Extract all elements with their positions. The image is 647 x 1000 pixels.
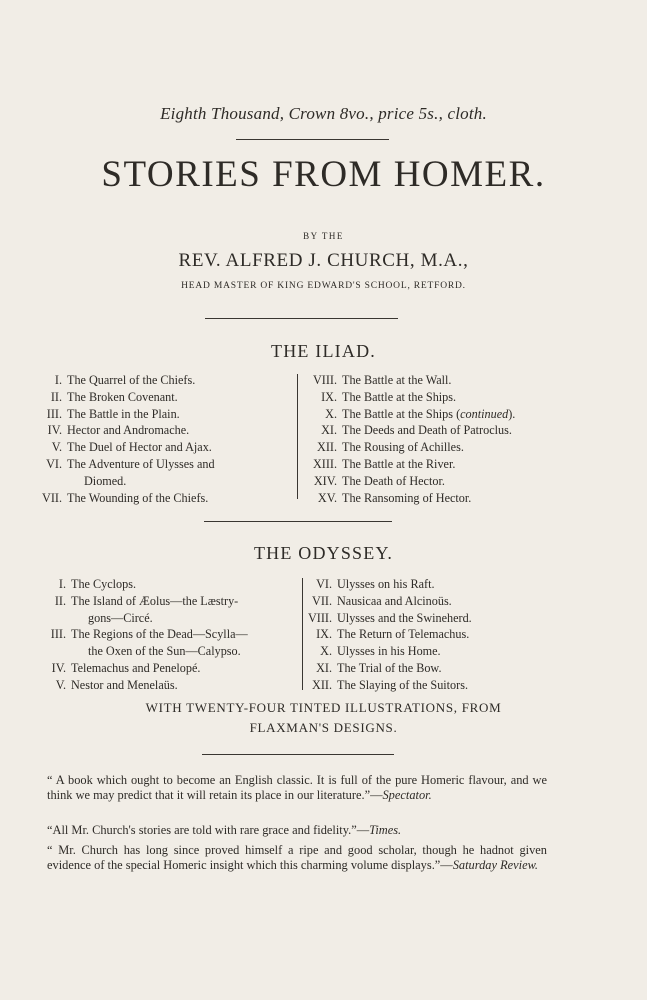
divider-rule bbox=[202, 754, 394, 755]
chapter-title: Diomed. bbox=[84, 473, 127, 488]
author-position: HEAD MASTER OF KING EDWARD'S SCHOOL, RETFORD. bbox=[181, 281, 466, 291]
chapter-number: VI. bbox=[46, 456, 62, 471]
contents-item bbox=[20, 660, 300, 677]
contents-item bbox=[20, 677, 300, 694]
illustrations-line: WITH TWENTY-FOUR TINTED ILLUSTRATIONS, FROM bbox=[145, 700, 502, 715]
contents-item bbox=[305, 576, 635, 593]
contents-item bbox=[305, 626, 635, 643]
contents-item bbox=[305, 677, 635, 694]
divider-rule bbox=[236, 139, 389, 140]
chapter-title: Telemachus and Penelopé. bbox=[71, 660, 201, 675]
chapter-title: The Duel of Hector and Ajax. bbox=[67, 440, 212, 455]
chapter-number: I. bbox=[54, 373, 62, 387]
odyssey-heading: THE ODYSSEY. bbox=[253, 543, 394, 563]
contents-item bbox=[300, 406, 635, 423]
contents-item bbox=[300, 422, 635, 439]
contents-item bbox=[20, 406, 290, 423]
chapter-title: the Oxen of the Sun—Calypso. bbox=[88, 644, 241, 659]
contents-item bbox=[20, 439, 290, 456]
chapter-title: The Battle at the River. bbox=[342, 456, 456, 471]
iliad-right-column bbox=[300, 372, 635, 506]
iliad-left-column bbox=[20, 372, 290, 506]
review-quote bbox=[47, 773, 547, 802]
chapter-number: V. bbox=[51, 440, 62, 455]
review-source: Times. bbox=[369, 823, 402, 837]
contents-item bbox=[20, 576, 300, 593]
review-source: Saturday Review. bbox=[452, 857, 539, 872]
contents-item bbox=[300, 490, 635, 507]
chapter-title: The Regions of the Dead—Scylla— bbox=[71, 627, 248, 642]
chapter-title: The Quarrel of the Chiefs. bbox=[67, 373, 196, 387]
chapter-number: VII. bbox=[42, 490, 62, 505]
chapter-title: The Battle at the Ships. bbox=[342, 389, 457, 404]
chapter-number: VI. bbox=[316, 577, 332, 591]
divider-rule bbox=[205, 318, 398, 319]
chapter-number: VIII. bbox=[312, 373, 337, 387]
contents-item bbox=[305, 643, 635, 660]
chapter-number: X. bbox=[320, 644, 332, 659]
by-the-label: BY THE bbox=[303, 231, 344, 241]
column-divider bbox=[297, 374, 298, 499]
contents-item bbox=[20, 490, 290, 507]
review-text: “ A book which ought to become an English classic. It is full of the pure Homeric flavour, and we think we may predict that it will retain its place in our literature.”— bbox=[47, 773, 547, 802]
odyssey-right-column bbox=[305, 576, 635, 694]
contents-item bbox=[305, 593, 635, 610]
book-title: STORIES FROM HOMER. bbox=[101, 154, 546, 195]
column-divider bbox=[302, 578, 303, 690]
chapter-number: XV. bbox=[317, 490, 337, 505]
chapter-title: The Battle at the Ships (continued). bbox=[342, 406, 516, 421]
contents-item bbox=[20, 389, 290, 406]
contents-item bbox=[300, 372, 635, 389]
chapter-number: III. bbox=[46, 406, 62, 421]
chapter-number: V. bbox=[55, 677, 66, 692]
contents-item bbox=[300, 389, 635, 406]
chapter-title: The Battle in the Plain. bbox=[67, 406, 180, 421]
chapter-number: I. bbox=[58, 577, 66, 591]
odyssey-left-column bbox=[20, 576, 300, 694]
iliad-heading: THE ILIAD. bbox=[271, 341, 376, 361]
review-source: Spectator. bbox=[382, 787, 432, 802]
chapter-title: The Adventure of Ulysses and bbox=[67, 456, 215, 471]
chapter-title: The Deeds and Death of Patroclus. bbox=[342, 423, 512, 438]
chapter-number: XI. bbox=[321, 423, 337, 438]
author-name: REV. ALFRED J. CHURCH, M.A., bbox=[178, 250, 469, 271]
chapter-title: gons—Circé. bbox=[88, 610, 153, 625]
chapter-title: The Trial of the Bow. bbox=[337, 660, 442, 675]
review-text: “All Mr. Church's stories are told with rare grace and fidelity.”— bbox=[47, 823, 370, 837]
chapter-number: X. bbox=[325, 406, 337, 421]
contents-item bbox=[300, 439, 635, 456]
chapter-number: IX. bbox=[316, 627, 332, 642]
contents-item bbox=[20, 626, 300, 660]
chapter-title: The Ransoming of Hector. bbox=[342, 490, 472, 505]
chapter-number: II. bbox=[50, 389, 62, 404]
chapter-number: III. bbox=[50, 627, 66, 642]
chapter-title: The Slaying of the Suitors. bbox=[337, 677, 469, 692]
chapter-title: Ulysses on his Raft. bbox=[337, 577, 435, 591]
chapter-number: II. bbox=[54, 593, 66, 608]
contents-item bbox=[300, 456, 635, 473]
contents-item bbox=[305, 660, 635, 677]
edition-line: Eighth Thousand, Crown 8vo., price 5s., cloth. bbox=[160, 104, 487, 123]
illustrations-note bbox=[0, 698, 647, 738]
contents-item bbox=[300, 473, 635, 490]
chapter-title: Nestor and Menelaüs. bbox=[71, 677, 178, 692]
chapter-title: Nausicaa and Alcinoüs. bbox=[337, 593, 452, 608]
chapter-title: The Death of Hector. bbox=[342, 473, 445, 488]
chapter-title: Ulysses in his Home. bbox=[337, 644, 441, 659]
chapter-number: IX. bbox=[321, 389, 337, 404]
chapter-number: XII. bbox=[317, 440, 337, 455]
contents-item bbox=[305, 610, 635, 627]
contents-item bbox=[20, 456, 290, 490]
chapter-title: Hector and Andromache. bbox=[67, 423, 190, 438]
review-quote bbox=[47, 843, 547, 872]
chapter-title: The Island of Æolus—the Læstry- bbox=[71, 593, 239, 608]
review-quote bbox=[47, 823, 547, 838]
chapter-number: VIII. bbox=[307, 610, 332, 625]
contents-item bbox=[20, 372, 290, 389]
contents-item bbox=[20, 593, 300, 627]
chapter-number: XI. bbox=[316, 660, 332, 675]
contents-item bbox=[20, 422, 290, 439]
chapter-title: The Wounding of the Chiefs. bbox=[67, 490, 209, 505]
chapter-number: XIII. bbox=[312, 456, 337, 471]
review-text: “ Mr. Church has long since proved himself a ripe and good scholar, though he hadnot given evidence of the special Homeric insight which this charming volume displays.”— bbox=[47, 843, 547, 872]
chapter-number: IV. bbox=[51, 660, 66, 675]
chapter-number: XIV. bbox=[313, 473, 337, 488]
chapter-title: The Rousing of Achilles. bbox=[342, 440, 464, 455]
divider-rule bbox=[204, 521, 392, 522]
chapter-title: The Battle at the Wall. bbox=[342, 373, 452, 387]
chapter-title: The Cyclops. bbox=[71, 577, 136, 591]
illustrations-line: FLAXMAN'S DESIGNS. bbox=[249, 720, 398, 735]
chapter-title: The Broken Covenant. bbox=[67, 389, 178, 404]
chapter-title: Ulysses and the Swineherd. bbox=[337, 610, 472, 625]
chapter-number: IV. bbox=[47, 423, 62, 438]
chapter-title: The Return of Telemachus. bbox=[337, 627, 470, 642]
chapter-number: VII. bbox=[312, 593, 332, 608]
chapter-number: XII. bbox=[312, 677, 332, 692]
